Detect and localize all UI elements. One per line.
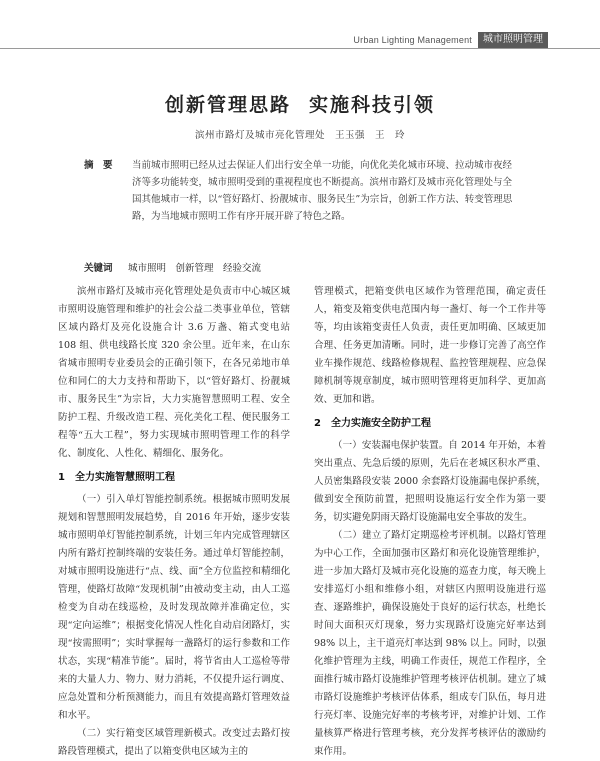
paragraph: 滨州市路灯及城市亮化管理处是负责市中心城区城市照明设施管理和维护的社会公益二类事业单位，管辖区域内路灯及亮化设施合计 3.6 万盏、箱式变电站 108 组、供电线路长度 320 余公里。近年来，在山东省城市照明专业委员会的正确引领下，在各兄弟地市单位和同仁的大力支持和帮助下，以“管好路灯、扮靓城市、服务民生”为宗旨，大力实施智慧照明工程、安全防护工程、升级改造工程、亮化美化工程、便民服务工程等“五大工程”，努力实现城市照明管理工作的科学化、制度化、人性化、精细化、服务化。 [58,286,290,459]
right-column [314,283,546,761]
left-column [58,283,290,761]
keywords [84,260,514,274]
paragraph: （二）实行箱变区域管理新模式。改变过去路灯按路段管理模式，提出了以箱变供电区域为主的 [58,728,290,757]
abstract [84,157,514,225]
keywords-text: 城市照明 创新管理 经验交流 [128,263,262,274]
section-heading-2: 2 全力实施安全防护工程 [314,418,431,429]
title-part-2: 实施科技引领 [309,94,436,116]
abstract-text: 当前城市照明已经从过去保证人们出行安全单一功能，向优化美化城市环境、拉动城市夜经济等多功能转变，城市照明受到的重视程度也不断提高。滨州市路灯及城市亮化管理处与全国其他城市一样，以“管好路灯、扮靓城市、服务民生”为宗旨，创新工作方法、转变管理思路，为当地城市照明工作有序开展开辟了特色之路。 [132,160,513,222]
paragraph: （二）建立了路灯定期巡检考评机制。以路灯管理为中心工作，全面加强市区路灯和亮化设施管理维护，进一步加大路灯及城市亮化设施的巡查力度，每天晚上安排巡灯小组和维修小组，对辖区内照明设施进行巡查、逐路维护，确保设施处于良好的运行状态，杜绝长时间大面积灭灯现象，努力实现路灯设施完好率达到 98% 以上，主干道亮灯率达到 98% 以上。同时，以强化维护管理为主线，明确工作责任，规范工作程序，全面推行城市路灯设施维护管理考核评估机制。建立了城市路灯设施维护考核评估体系，组成专门队伍，每月进行亮灯率、设施完好率的考核考评，对维护计划、工作量核算严格进行管理考核，充分发挥考核评估的激励约束作用。 [314,530,546,757]
journal-section-tab: 城市照明管理 [478,32,548,48]
paragraph: （一）安装漏电保护装置。自 2014 年开始，本着突出重点、先急后缓的原则，先后在老城区积水严重、人员密集路段安装 2000 余套路灯设施漏电保护系统，做到安全预防前置，把照明设施运行安全作为第一要务，切实避免阴雨天路灯设施漏电安全事故的发生。 [314,440,546,523]
header-rule [0,48,600,49]
section-heading-1: 1 全力实施智慧照明工程 [58,472,175,483]
paragraph: （一）引入单灯智能控制系统。根据城市照明发展规划和智慧照明发展趋势，自 2016 年开始，逐步安装城市照明单灯智能控制系统，计划三年内完成管理辖区内所有路灯控制终端的安装任务。通过单灯智能控制，对城市照明设施进行“点、线、面”全方位监控和精细化管理，使路灯故障“发现机制”由被动变主动，由人工巡检变为自动在线巡检，及时发现故障并准确定位，实现“定向运维”；根据变化情况人性化自动启闭路灯，实现“按需照明”；实时掌握每一盏路灯的运行参数和工作状态，实现“精准节能”。届时，将节省由人工巡检等带来的大量人力、物力、财力消耗，不仅提升运行调度、应急处置和分析预测能力，而且有效提高路灯管理效益和水平。 [58,494,290,721]
abstract-label: 摘 要 [84,160,113,171]
article-title [0,90,600,117]
title-part-1: 创新管理思路 [164,94,291,116]
journal-section-english: Urban Lighting Management [353,35,472,45]
authors: 滨州市路灯及城市亮化管理处 王玉强 王 玲 [194,130,405,141]
keywords-label: 关键词 [84,263,113,274]
paragraph: 管理模式，把箱变供电区域作为管理范围，确定责任人，箱变及箱变供电范围内每一盏灯、每一个工作井等等，均由该箱变责任人负责，责任更加明确、区域更加合理、任务更加清晰。同时，进一步修订完善了高空作业车操作规范、线路检修规程、监控管理规程、应急保障机制等规章制度，城市照明管理将更加科学、更加高效、更加和谐。 [314,286,546,405]
